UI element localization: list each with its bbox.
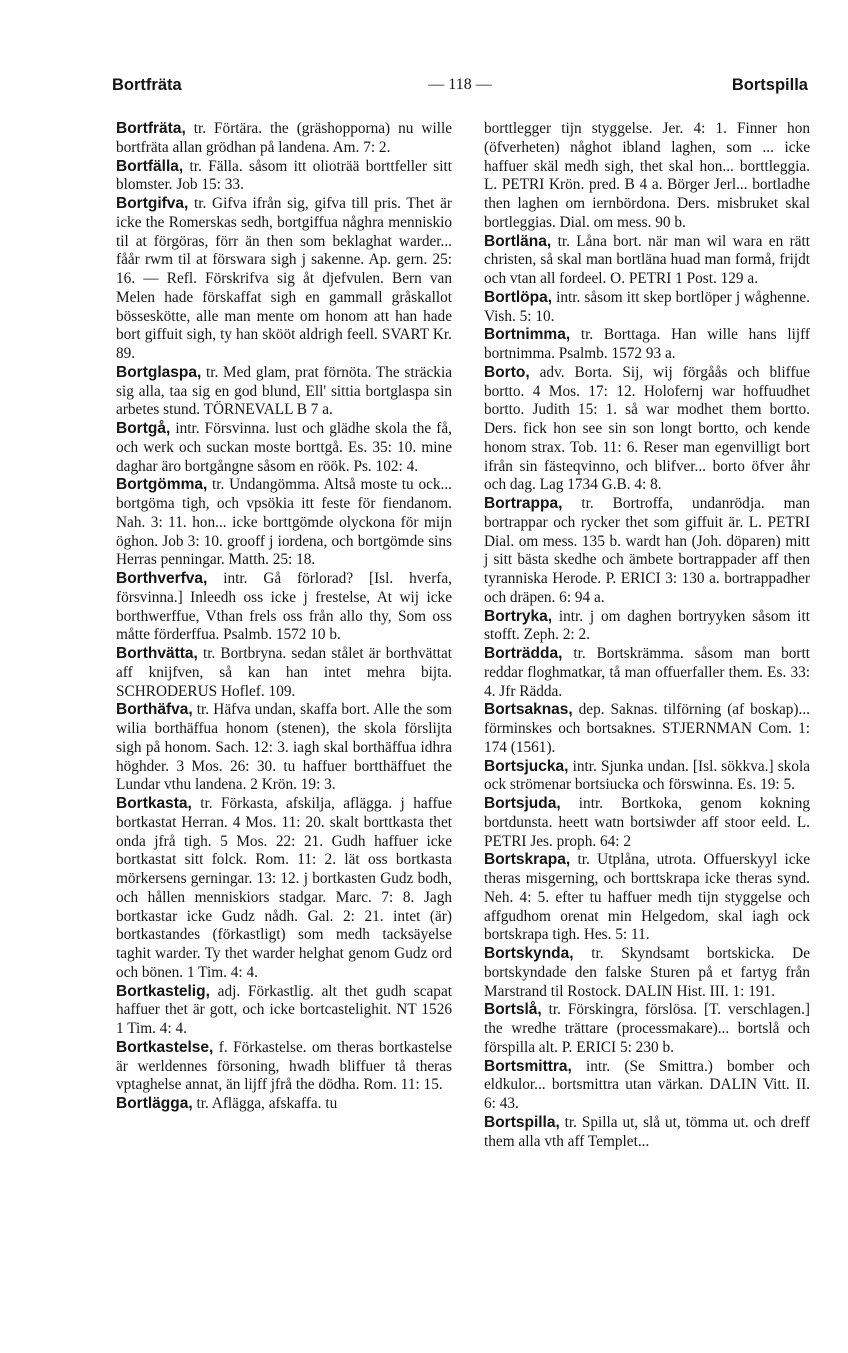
entry-definition: tr. Med glam, prat förnöta. The sträckia sig alla, taa sig en god blund, Ell' sittia bortglaspa sin arbetes stund. TÖRNEVALL B 7 a. <box>116 363 452 419</box>
dictionary-entry <box>484 795 810 851</box>
dictionary-entry <box>116 158 452 196</box>
dictionary-entry <box>484 701 810 757</box>
entry-definition: tr. Spilla ut, slå ut, tömma ut. och dreff them alla vth aff Templet... <box>484 1113 810 1150</box>
dictionary-entry <box>484 1001 810 1057</box>
dictionary-entry <box>484 289 810 327</box>
entry-definition: tr. Bortskrämma. såsom man bortt reddar floghmatkar, tå man offuerfaller them. Es. 33: 4. Jfr Rädda. <box>484 645 810 700</box>
entry-headword: Bortkasta, <box>116 795 192 812</box>
dictionary-entry <box>484 495 810 608</box>
entry-headword: Bortglaspa, <box>116 363 202 381</box>
dictionary-entry <box>484 364 810 495</box>
dictionary-entry <box>116 983 452 1039</box>
entry-definition: tr. Gifva ifrån sig, gifva till pris. Thet är icke the Romerskas sedh, bortgiffua någhra menniskio til at förgöras, förr än then som beklaghat warder... fåår rwm til at förswara sigh j sakenne. Ap. gern. 25: 16. — Refl. Förskrifva sig åt djefvulen. Bern van Melen hade förskaffat sigh en gammall gråskallot bösseskötte, alle man mente om honom att han hade bort giffuit sigh, ty han skööt aldrigh feell. SVART Kr. 89. <box>116 195 452 362</box>
page-header <box>112 76 808 102</box>
entry-definition: tr. Låna bort. när man wil wara en rätt christen, så skal man bortläna huad man formå, frijdt och vtan all fordeel. O. PETRI 1 Post. 129 a. <box>484 232 810 287</box>
dictionary-entry <box>116 120 452 158</box>
entry-headword: Bortskynda, <box>484 945 574 962</box>
entry-definition: adv. Borta. Sij, wij förgåås och bliffue bortto. 4 Mos. 17: 12. Holofernj war hoffuudhet bortto. Judith 15: 1. så war modhet them bortto. Ders. fick hon see sin son longt bortto, och kende honom strax. Tob. 11: 6. Reser man egenvilligt bort ifrån sin fästeqvinno, och blifver... borto öfver åhr och dag. Lag 1734 G.B. 4: 8. <box>484 363 810 494</box>
entry-headword: Bortkastelig, <box>116 982 210 1000</box>
entry-headword: Borto, <box>484 363 530 381</box>
entry-headword: Borthäfva, <box>116 701 193 719</box>
right-column <box>484 120 810 1151</box>
entry-definition: tr. Häfva undan, skaffa bort. Alle the som wilia borthäffua honom (stenen), the skola förslijta sigh på honom. Sach. 12: 3. iagh skal borthäffua idhra höghder. 3 Mos. 26: 30. tu haffuer bortthäffuet the Lundar vthu landena. 2 Krön. 19: 3. <box>116 701 452 794</box>
entry-definition: tr. Förskingra, förslösa. [T. verschlagen.] the wredhe trättare (processmakare)... bortslå och förspilla alt. P. ERICI 5: 230 b. <box>484 1001 810 1056</box>
entry-definition: tr. Fälla. såsom itt olioträä borttfeller sitt blomster. Job 15: 33. <box>116 157 452 194</box>
entry-definition: tr. Borttaga. Han wille hans lijff bortnimma. Psalmb. 1572 93 a. <box>484 326 810 362</box>
entry-headword: Bortsjuda, <box>484 795 561 812</box>
entry-headword: Bortfälla, <box>116 157 184 175</box>
dictionary-entry <box>116 1095 452 1114</box>
entry-definition: intr. j om daghen bortryyken såsom itt stofft. Zeph. 2: 2. <box>484 607 810 644</box>
dictionary-entry <box>484 233 810 289</box>
entry-headword: Bortryka, <box>484 607 553 625</box>
entry-headword: Borthverfva, <box>116 570 208 587</box>
dictionary-entry <box>484 851 810 945</box>
entry-definition: tr. Undangömma. Altså moste tu ock... bortgöma tigh, och vpsökia itt feste för fiendanom. Nah. 3: 11. hon... icke borttgömde olyckona för mijn öghon. Job 3: 10. grooff j iordena, och bortgömde sins Herras penningar. Matth. 25: 18. <box>116 476 452 569</box>
dictionary-entry <box>116 701 452 795</box>
dictionary-entry <box>484 1058 810 1114</box>
page-number: — 118 — <box>428 76 492 93</box>
entry-definition: intr. såsom itt skep bortlöper j wåghenne. Vish. 5: 10. <box>484 288 810 325</box>
dictionary-entry <box>484 1114 810 1152</box>
entry-headword: Bortlöpa, <box>484 288 553 306</box>
entry-definition: tr. Förtära. the (gräshopporna) nu wille bortfräta allan grödhan på landena. Am. 7: 2. <box>116 120 452 156</box>
entry-headword: Bortsmittra, <box>484 1057 572 1075</box>
entry-definition: tr. Bortroffa, undanrödja. man bortrappar och rycker thet som giffuit är. L. PETRI Dial. om mess. 135 b. wardt han (Joh. döparen) mitt j sitt bästa skedhe och ämbete bortrappader aff then tyranniska Herode. P. ERICI 3: 130 a. bortrappadher och dräpen. 6: 94 a. <box>484 495 810 606</box>
dictionary-entry <box>484 326 810 364</box>
entry-headword: Bortslå, <box>484 1001 542 1019</box>
entry-headword: Bortrappa, <box>484 495 563 512</box>
dictionary-entry <box>116 795 452 983</box>
dictionary-entry <box>484 945 810 1001</box>
entry-definition: tr. Utplåna, utrota. Offuerskyyl icke theras misgerning, och borttskrapa icke theras synd. Neh. 4: 5. efter tu haffuer medh tijn styggelse och affgudhom orenat min Helgedom, skal iagh ock bortskrapa tigh. Hes. 5: 11. <box>484 851 810 944</box>
entry-headword: Bortsjucka, <box>484 757 569 775</box>
dictionary-entry <box>484 645 810 701</box>
entry-definition: tr. Aflägga, afskaffa. tu <box>192 1095 338 1112</box>
entry-definition: dep. Saknas. tilförning (af boskap)... förminskes och bortsaknes. STJERNMAN Com. 1: 174 (1561). <box>484 701 810 756</box>
entry-definition: intr. Gå förlorad? [Isl. hverfa, försvinna.] Inleedh oss icke j frestelse, At wij icke borthwerffue, Vthan frels oss från allo thy, Som oss måtte förderffua. Psalmb. 1572 10 b. <box>116 570 452 644</box>
entry-definition: intr. Sjunka undan. [Isl. sökkva.] skola ock strömenar bortsiucka och förswinna. Es. 19: 5. <box>484 757 810 794</box>
header-first-word: Bortfräta <box>112 76 182 94</box>
dictionary-entry <box>116 1039 452 1095</box>
entry-definition: intr. Bortkoka, genom kokning bortdunsta. heett watn bortsiwder aff stoor eeld. L. PETRI Jes. proph. 64: 2 <box>484 795 810 850</box>
entry-headword: Bortnimma, <box>484 326 571 344</box>
entry-definition: tr. Skyndsamt bortskicka. De bortskyndade den falske Sturen på et fartyg från Marstrand til Rostock. DALIN Hist. III. 1: 191. <box>484 945 810 1000</box>
entry-headword: Bortläna, <box>484 232 552 250</box>
entry-definition: f. Förkastelse. om theras bortkastelse är werldennes försoning, hwadh bliffuer tå theras vptaghelse annat, än lijff jfrå the dödha. Rom. 11: 15. <box>116 1038 452 1094</box>
dictionary-entry <box>116 570 452 645</box>
header-last-word: Bortspilla <box>731 76 808 94</box>
entry-headword: Bortskrapa, <box>484 851 571 869</box>
entry-headword: Borträdda, <box>484 645 563 662</box>
dictionary-entry <box>116 645 452 701</box>
entry-headword: Bortspilla, <box>484 1113 560 1131</box>
dictionary-entry <box>484 608 810 646</box>
dictionary-entry <box>116 364 452 420</box>
entry-headword: Bortgå, <box>116 420 171 437</box>
entry-headword: Bortkastelse, <box>116 1038 214 1056</box>
dictionary-entry <box>116 476 452 570</box>
entry-headword: Bortlägga, <box>116 1095 193 1112</box>
dictionary-entry <box>484 758 810 796</box>
entry-definition: adj. Förkastlig. alt thet gudh scapat haffuer thet är gott, och icke bortcastelighit. NT 1526 1 Tim. 4: 4. <box>116 982 452 1037</box>
entry-definition: tr. Bortbryna. sedan stålet är borthvättat aff knijfven, så kan han intet mehra bijta. SCHRODERUS Hoflef. 109. <box>116 645 452 700</box>
entry-definition: intr. (Se Smittra.) bomber och eldkulor... bortsmittra utan värkan. DALIN Vitt. II. 6: 43. <box>484 1057 810 1112</box>
entry-headword: Bortfräta, <box>116 120 186 137</box>
left-column <box>116 120 452 1114</box>
entry-definition: tr. Förkasta, afskilja, aflägga. j haffue bortkastat Herran. 4 Mos. 11: 20. skalt borttkasta thet onda jfrå tigh. 5 Mos. 22: 21. Gudh haffuer icke bortkastat sitt folck. Rom. 11: 2. lät oss bortkasta mörkersens gerningar. 13: 12. j bortkasten Gudz bodh, och hållen menniskiors stadgar. Marc. 7: 8. Jagh bortkastar icke Gudz nådh. Gal. 2: 21. intet (är) bortkastandes (förkastligt) som medh tacksäyelse taghit warder. Ty thet warder helghat genom Gudz ord och bönen. 1 Tim. 4: 4. <box>116 795 452 981</box>
entry-headword: Bortgömma, <box>116 476 208 494</box>
entry-definition: borttlegger tijn styggelse. Jer. 4: 1. Finner hon (öfverheten) någhot ibland laghen, som ... icke haffuer skäl medh sigh, thet skal hon... borttleggia. L. PETRI Krön. pred. B 4 a. Börger Jerl... bortladhe then laghen om iernbördona. Ders. misbruket skal bortleggias. Dial. om mess. 90 b. <box>484 120 810 231</box>
dictionary-entry <box>484 120 810 233</box>
entry-headword: Bortsaknas, <box>484 701 573 719</box>
dictionary-entry <box>116 195 452 364</box>
entry-definition: intr. Försvinna. lust och glädhe skola the få, och werk och suckan moste borttgå. Es. 35: 10. mine daghar äro bortgångne såsom en röök. Ps. 102: 4. <box>116 420 452 475</box>
entry-headword: Borthvätta, <box>116 645 198 662</box>
dictionary-entry <box>116 420 452 476</box>
entry-headword: Bortgifva, <box>116 195 189 212</box>
